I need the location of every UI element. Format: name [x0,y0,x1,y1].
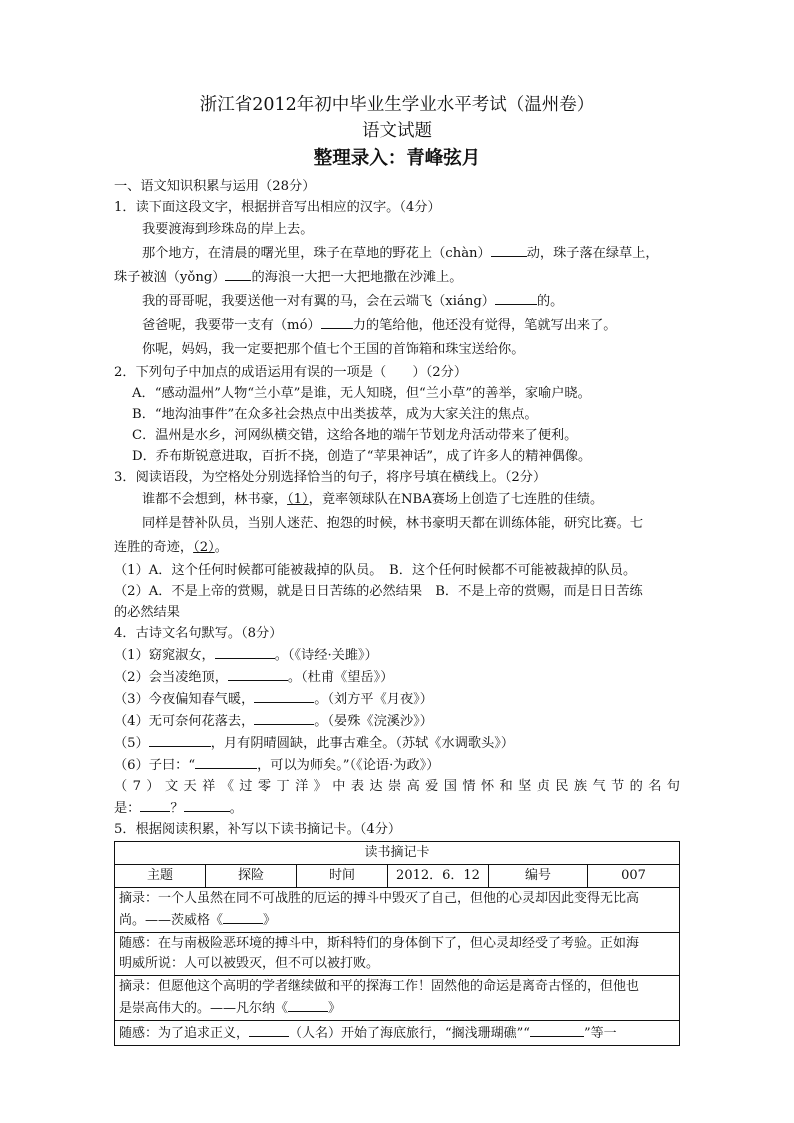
answer-blank[interactable] [140,797,170,812]
answer-blank-2[interactable]: （2） [193,540,215,555]
question-3-stem: 3．阅读语段，为空格处分别选择恰当的句子，将序号填在横线上。（2分） [114,470,547,485]
answer-blank[interactable] [228,666,288,681]
answer-blank[interactable] [225,266,251,281]
q1-paragraph-3: 我的哥哥呢，我要送他一对有翼的马，会在云端飞（xiáng） 的。 [114,290,680,314]
card-header-theme: 主题 [115,865,206,888]
q4-line-7-cont: 是： ？ 。 [114,797,680,819]
card-value-time: 2012．6．12 [388,865,489,888]
q4-line-4: （4）无可奈何花落去， 。（晏殊《浣溪沙》） [114,710,680,732]
q1-paragraph-1: 我要渡海到珍珠岛的岸上去。 [142,222,314,237]
q1-paragraph-4: 爸爸呢，我要带一支有（mó） 力的笔给他，他还没有觉得，笔就写出来了。 [114,314,680,338]
answer-blank[interactable] [249,1022,289,1037]
answer-blank[interactable] [215,644,275,659]
exam-subtitle: 语文试题 [362,121,432,141]
q4-line-2: （2）会当凌绝顶， 。（杜甫《望岳》） [114,666,680,688]
q4-line-1: （1）窈窕淑女， 。（《诗经·关雎》） [114,644,680,666]
answer-blank[interactable] [495,290,537,305]
answer-blank[interactable] [223,909,263,924]
q3-paragraph-3: 连胜的奇迹，（2）。 [114,540,228,555]
exam-title: 浙江省2012年初中毕业生学业水平考试（温州卷） [199,95,595,115]
question-4-stem: 4．古诗文名句默写。（8分） [114,626,283,641]
q3-paragraph-2: 同样是替补队员，当别人迷茫、抱怨的时候，林书豪明天都在训练体能，研究比赛。七 [142,516,644,531]
answer-blank-1[interactable]: （1） [287,492,309,507]
card-header-number: 编号 [489,865,588,888]
q3-paragraph-1: 谁都不会想到，林书豪，（1），竟率领球队在NBA赛场上创造了七连胜的佳绩。 [142,492,604,507]
q1-paragraph-2: 那个地方，在清晨的曙光里，珠子在草地的野花上（chàn） 动，珠子落在绿草上， [114,242,680,266]
answer-blank[interactable] [149,732,211,747]
q2-option-a[interactable]: A．“感动温州”人物“兰小草”是谁，无人知晓，但“兰小草”的善举，家喻户晓。 [132,386,591,401]
question-5-stem: 5．根据阅读积累，补写以下读书摘记卡。（4分） [114,822,402,837]
q2-option-c[interactable]: C．温州是水乡，河网纵横交错，这给各地的端午节划龙舟活动带来了便利。 [132,428,578,443]
answer-blank[interactable] [530,1022,584,1037]
answer-blank[interactable] [288,997,328,1012]
q3-options-1: （1）A．这个任何时候都可能被裁掉的队员。 B．这个任何时候都不可能被裁掉的队员。 [114,563,637,578]
q3-options-2-cont: 的必然结果 [114,605,180,620]
card-value-theme: 探险 [206,865,297,888]
reading-note-card [114,841,680,1046]
card-excerpt-1: 摘录：一个人虽然在同不可战胜的厄运的搏斗中毁灭了自己，但他的心灵却因此变得无比高 尚。——茨威格《 》 [115,888,680,933]
answer-blank[interactable] [254,710,314,725]
card-header-time: 时间 [297,865,388,888]
q2-option-b[interactable]: B．“地沟油事件”在众多社会热点中出类拔萃，成为大家关注的焦点。 [132,407,538,422]
card-title: 读书摘记卡 [115,842,680,865]
answer-blank[interactable] [321,314,353,329]
q4-line-6: （6）子曰：“ ，可以为师矣。”（《论语·为政》） [114,754,680,776]
answer-blank[interactable] [195,754,257,769]
exam-page [114,92,680,1046]
answer-blank[interactable] [491,242,527,257]
q4-line-7: （7）文天祥《过零丁洋》中表达崇高爱国情怀和坚贞民族气节的名句 [114,779,680,794]
question-1-stem: 1．读下面这段文字，根据拼音写出相应的汉字。（4分） [114,200,441,215]
compiler-credit: 整理录入：青峰弦月 [313,148,481,169]
answer-blank[interactable] [184,797,230,812]
q2-option-d[interactable]: D．乔布斯锐意进取，百折不挠，创造了“苹果神话”，成了许多人的精神偶像。 [132,449,592,464]
card-reflection-1: 随感：在与南极险恶环境的搏斗中，斯科特们的身体倒下了，但心灵却经受了考验。正如海 明威所说：人可以被毁灭，但不可以被打败。 [115,933,680,976]
q3-options-2: （2）A．不是上帝的赏赐，就是日日苦练的必然结果 B．不是上帝的赏赐，而是日日苦练 [114,584,643,599]
q1-paragraph-5: 你呢，妈妈，我一定要把那个值七个王国的首饰箱和珠宝送给你。 [142,342,525,357]
q4-line-5: （5） ，月有阴晴圆缺，此事古难全。（苏轼《水调歌头》） [114,732,680,754]
card-value-number: 007 [588,865,680,888]
q4-line-3: （3）今夜偏知春气暖， 。（刘方平《月夜》） [114,688,680,710]
card-reflection-2: 随感：为了追求正义， （人名）开始了海底旅行，“搁浅珊瑚礁”“ ”等一 [115,1021,680,1046]
q1-paragraph-2-cont: 珠子被汹（yǒng） 的海浪一大把一大把地撒在沙滩上。 [114,266,680,290]
answer-blank[interactable] [254,688,314,703]
card-excerpt-2: 摘录：但愿他这个高明的学者继续做和平的探海工作！固然他的命运是离奇古怪的，但他也 是崇高伟大的。——凡尔纳《 》 [115,976,680,1021]
question-2-stem: 2．下列句子中加点的成语运用有误的一项是（ ）（2分） [114,365,468,380]
section-heading: 一、语文知识积累与运用（28分） [114,179,316,194]
